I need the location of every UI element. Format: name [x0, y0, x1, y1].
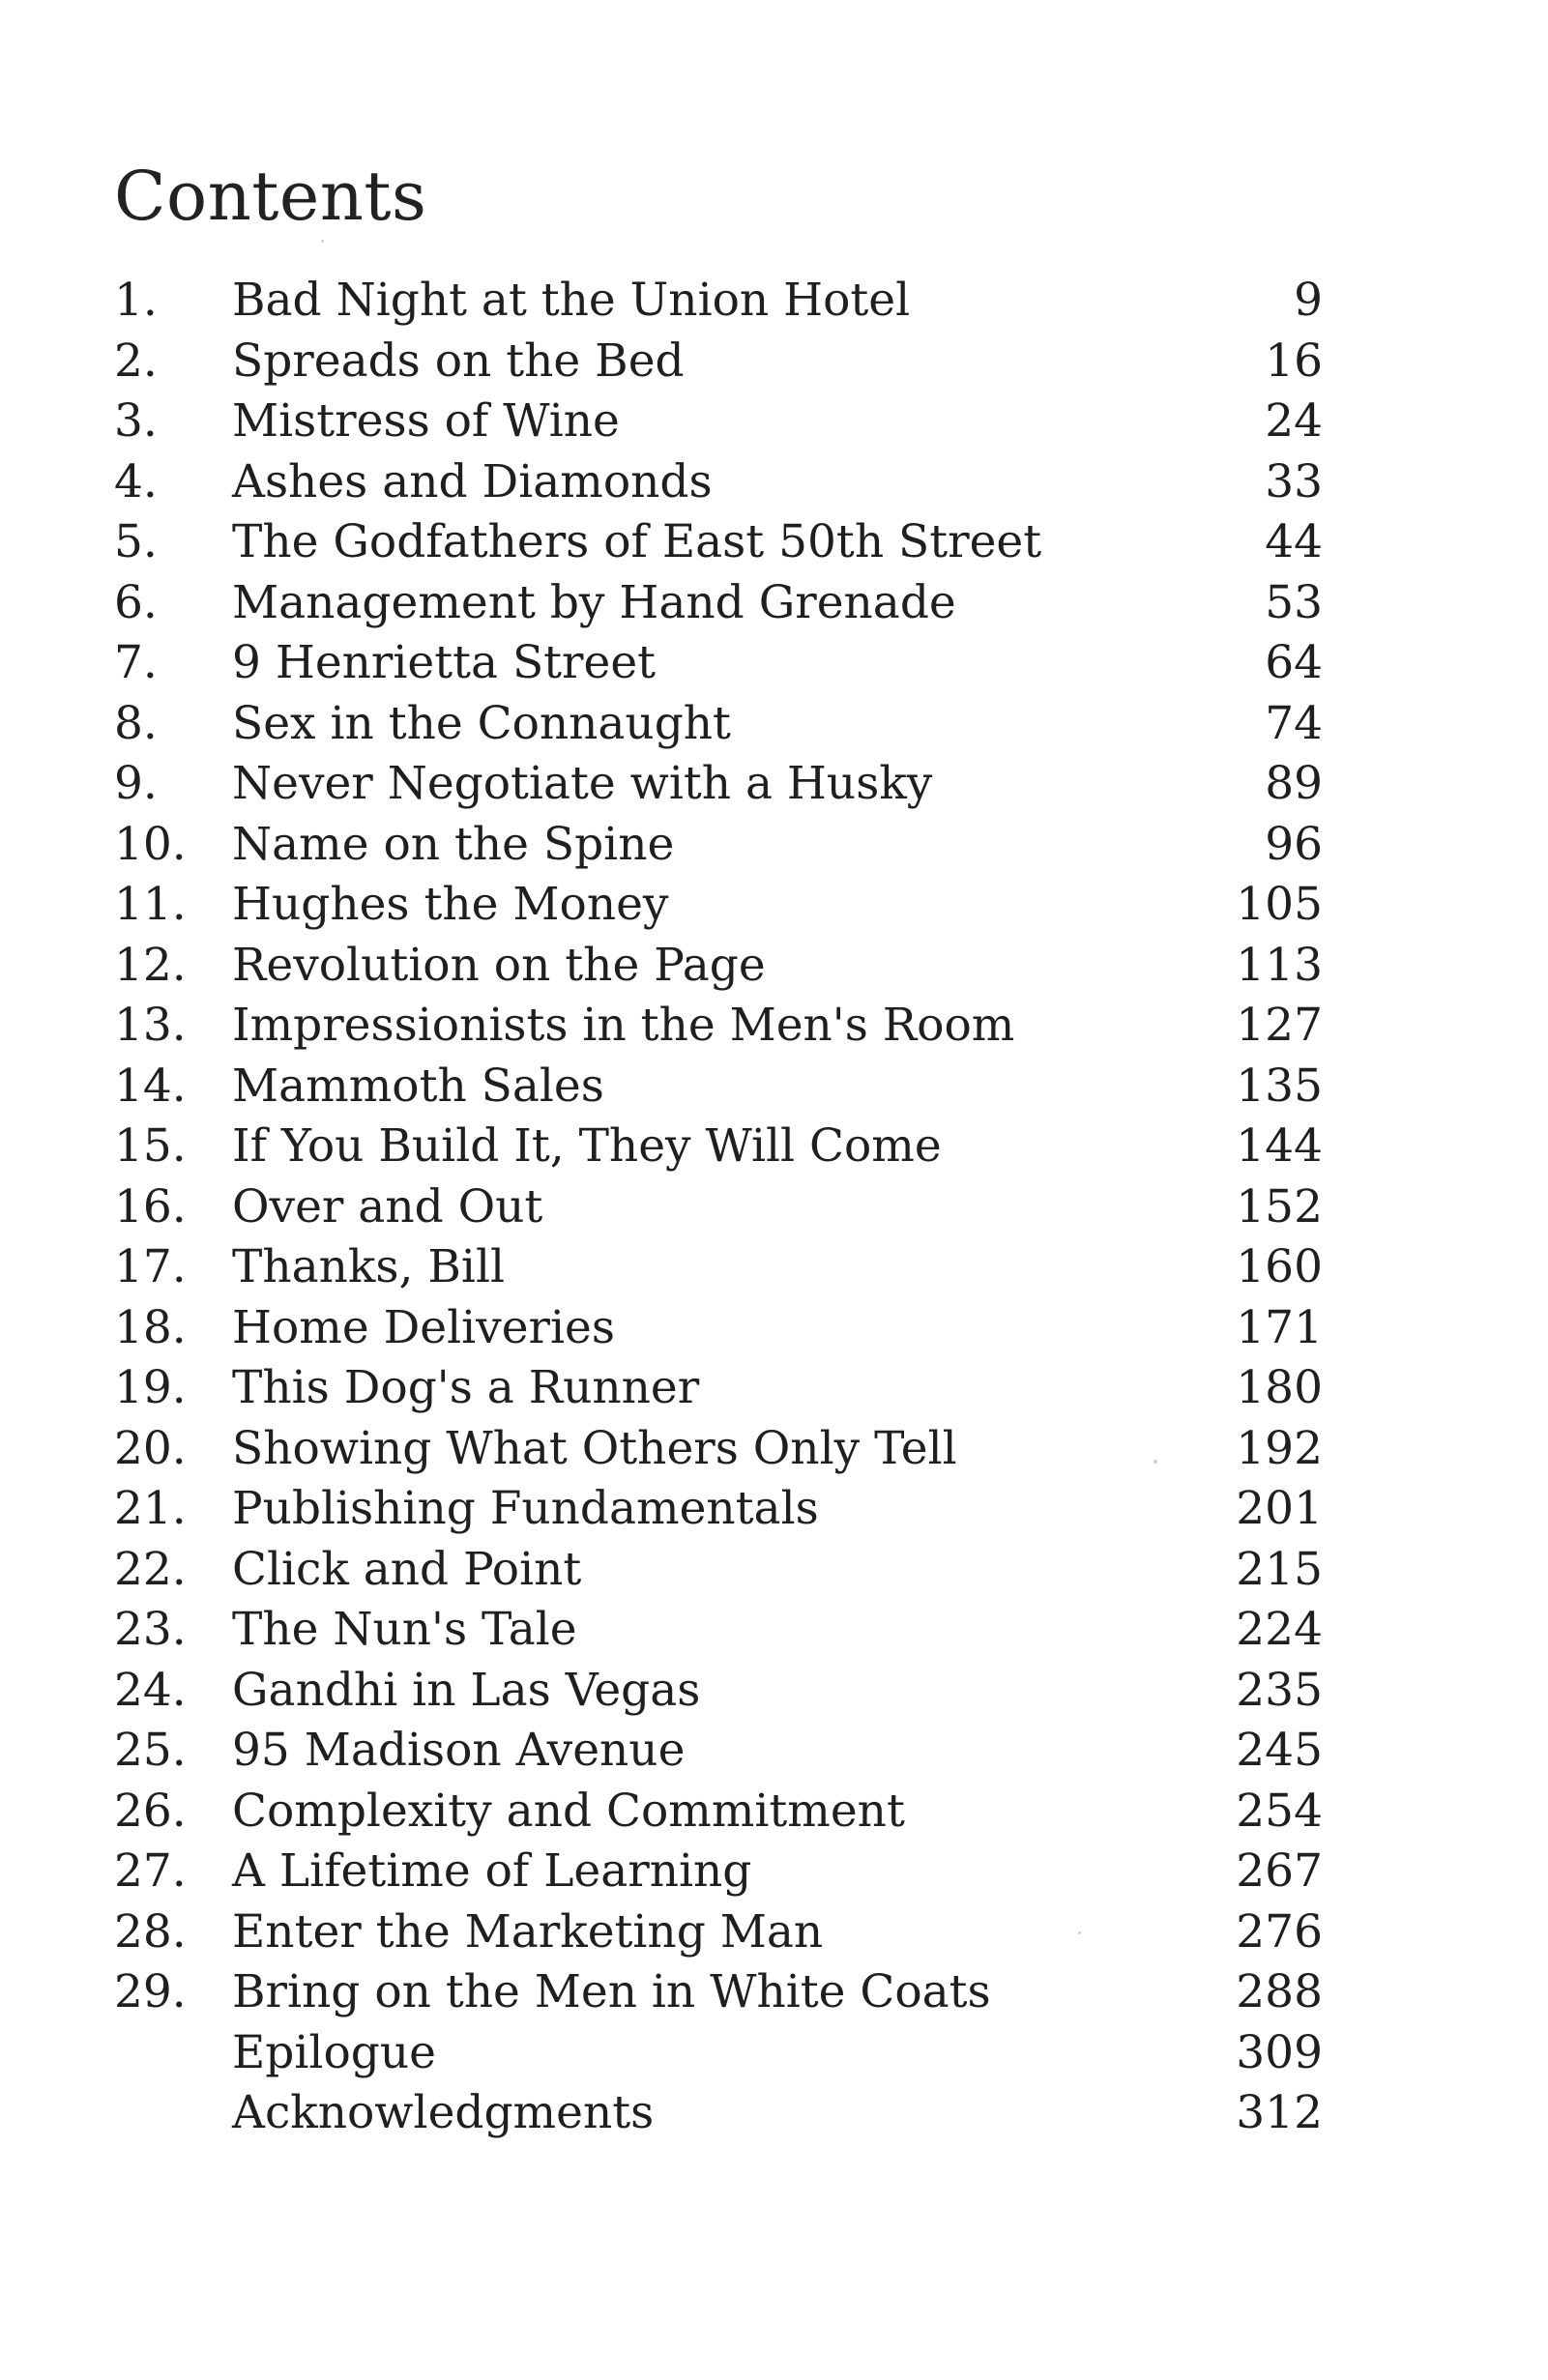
toc-entry-number: 11. — [114, 878, 187, 931]
toc-entry — [114, 1661, 1323, 1722]
toc-entry — [114, 633, 1323, 694]
toc-entry — [114, 1540, 1323, 1601]
toc-entry-number: 28. — [114, 1904, 187, 1959]
toc-entry — [114, 392, 1323, 452]
toc-entry-title: Spreads on the Bed — [232, 334, 685, 388]
toc-entry-page-number: 96 — [1265, 817, 1323, 871]
toc-entry-number: 21. — [114, 1482, 187, 1535]
toc-entry — [114, 1782, 1323, 1843]
scan-speck — [1154, 1460, 1157, 1464]
toc-entry-title: If You Build It, They Will Come — [232, 1119, 942, 1173]
toc-entry — [114, 452, 1323, 513]
toc-entry-title: Bad Night at the Union Hotel — [232, 274, 911, 327]
toc-entry-page-number: 64 — [1265, 636, 1323, 689]
toc-entry-number: 15. — [114, 1119, 187, 1173]
toc-entry-page-number: 152 — [1236, 1179, 1323, 1234]
toc-entry — [114, 875, 1323, 936]
toc-entry — [114, 1177, 1323, 1238]
toc-entry-page-number: 89 — [1265, 757, 1323, 810]
toc-entry-title: Impressionists in the Men's Room — [232, 999, 1015, 1052]
toc-entry-page-number: 9 — [1294, 274, 1323, 327]
toc-entry-title: Name on the Spine — [232, 817, 675, 871]
toc-entry-title: The Godfathers of East 50th Street — [232, 515, 1042, 568]
toc-entry-number: 24. — [114, 1663, 187, 1717]
toc-entry-page-number: 224 — [1236, 1603, 1323, 1656]
toc-entry — [114, 1358, 1323, 1419]
toc-entry — [114, 2083, 1323, 2144]
toc-entry-title: Management by Hand Grenade — [232, 575, 956, 629]
toc-entry-title: Home Deliveries — [232, 1300, 615, 1354]
toc-entry-page-number: 309 — [1236, 2025, 1323, 2079]
toc-entry-number: 9. — [114, 757, 158, 810]
toc-entry-number: 8. — [114, 696, 158, 750]
toc-entry — [114, 2023, 1323, 2084]
toc-entry-page-number: 288 — [1236, 1965, 1323, 2018]
toc-entry — [114, 694, 1323, 755]
toc-entry — [114, 1842, 1323, 1902]
toc-entry-page-number: 160 — [1236, 1240, 1323, 1293]
toc-entry-title: Acknowledgments — [232, 2086, 655, 2139]
toc-entry — [114, 815, 1323, 876]
toc-entry-page-number: 254 — [1236, 1784, 1323, 1838]
toc-entry-number: 10. — [114, 817, 187, 871]
toc-entry — [114, 996, 1323, 1057]
toc-entry-title: Hughes the Money — [232, 878, 669, 931]
toc-entry-number: 7. — [114, 636, 158, 689]
toc-entry-title: A Lifetime of Learning — [232, 1844, 752, 1898]
toc-entry-number: 18. — [114, 1300, 187, 1354]
toc-entry-title: Publishing Fundamentals — [232, 1482, 819, 1535]
toc-entry-page-number: 245 — [1236, 1724, 1323, 1777]
toc-entry-page-number: 24 — [1265, 394, 1323, 448]
toc-entry — [114, 936, 1323, 997]
toc-entry-title: 9 Henrietta Street — [232, 636, 657, 689]
toc-entry-number: 1. — [114, 274, 158, 327]
toc-entry-page-number: 312 — [1236, 2086, 1323, 2139]
toc-entry — [114, 1419, 1323, 1480]
toc-entry — [114, 332, 1323, 392]
toc-entry-title: Click and Point — [232, 1542, 582, 1596]
toc-entry — [114, 1721, 1323, 1782]
toc-entry-page-number: 192 — [1236, 1421, 1323, 1475]
toc-entry-title: Never Negotiate with a Husky — [232, 757, 933, 810]
toc-entry — [114, 573, 1323, 634]
toc-entry — [114, 1237, 1323, 1298]
toc-entry-number: 4. — [114, 454, 158, 508]
toc-entry-title: Showing What Others Only Tell — [232, 1421, 957, 1475]
toc-entry — [114, 1962, 1323, 2023]
toc-entry-number: 23. — [114, 1603, 187, 1656]
toc-entry-number: 29. — [114, 1965, 187, 2018]
toc-entry-page-number: 127 — [1236, 999, 1323, 1052]
toc-entry-page-number: 171 — [1236, 1300, 1323, 1354]
toc-entry-title: Enter the Marketing Man — [232, 1904, 824, 1959]
toc-entry-title: Complexity and Commitment — [232, 1784, 905, 1838]
toc-entry-page-number: 16 — [1265, 334, 1323, 388]
toc-entry-number: 6. — [114, 575, 158, 629]
toc-entry-title: Bring on the Men in White Coats — [232, 1965, 991, 2018]
toc-entry-title: Ashes and Diamonds — [232, 454, 713, 508]
toc-entry-number: 16. — [114, 1179, 187, 1234]
toc-entry-title: Mistress of Wine — [232, 394, 620, 448]
toc-entry-title: The Nun's Tale — [232, 1603, 577, 1656]
toc-entry-page-number: 135 — [1236, 1059, 1323, 1113]
toc-entry-number: 2. — [114, 334, 158, 388]
scan-speck — [1078, 1931, 1081, 1934]
toc-entry-number: 25. — [114, 1724, 187, 1777]
toc-entry-title: Epilogue — [232, 2025, 436, 2079]
toc-entry — [114, 754, 1323, 815]
toc-entry-title: 95 Madison Avenue — [232, 1724, 686, 1777]
toc-entry-number: 12. — [114, 938, 187, 992]
toc-entry-number: 3. — [114, 394, 158, 448]
table-of-contents — [114, 271, 1323, 2144]
toc-entry-page-number: 180 — [1236, 1361, 1323, 1414]
toc-entry-page-number: 267 — [1236, 1844, 1323, 1898]
toc-entry-page-number: 235 — [1236, 1663, 1323, 1717]
toc-entry-page-number: 33 — [1265, 454, 1323, 508]
toc-entry-number: 19. — [114, 1361, 187, 1414]
toc-entry-page-number: 113 — [1236, 938, 1323, 992]
toc-entry — [114, 1902, 1323, 1963]
toc-entry-number: 5. — [114, 515, 158, 568]
toc-entry-page-number: 44 — [1265, 515, 1323, 568]
toc-entry-number: 20. — [114, 1421, 187, 1475]
scan-speck — [321, 240, 324, 243]
toc-entry-number: 13. — [114, 999, 187, 1052]
toc-entry-title: Over and Out — [232, 1179, 543, 1234]
toc-entry-title: Mammoth Sales — [232, 1059, 604, 1113]
toc-entry-number: 14. — [114, 1059, 187, 1113]
toc-entry-number: 22. — [114, 1542, 187, 1596]
toc-entry-page-number: 53 — [1265, 575, 1323, 629]
toc-entry — [114, 271, 1323, 332]
toc-entry-page-number: 144 — [1236, 1119, 1323, 1173]
toc-entry — [114, 1600, 1323, 1661]
toc-entry-number: 17. — [114, 1240, 187, 1293]
toc-entry — [114, 1298, 1323, 1359]
toc-entry-title: Thanks, Bill — [232, 1240, 506, 1293]
toc-entry-title: Sex in the Connaught — [232, 696, 731, 750]
toc-entry — [114, 512, 1323, 573]
toc-entry-page-number: 74 — [1265, 696, 1323, 750]
toc-entry-number: 27. — [114, 1844, 187, 1898]
toc-entry-title: Revolution on the Page — [232, 938, 766, 992]
toc-entry — [114, 1479, 1323, 1540]
toc-entry-title: This Dog's a Runner — [232, 1361, 700, 1414]
page-title: Contents — [114, 157, 427, 236]
toc-entry — [114, 1057, 1323, 1117]
toc-entry-page-number: 215 — [1236, 1542, 1323, 1596]
toc-entry-number: 26. — [114, 1784, 187, 1838]
toc-entry-title: Gandhi in Las Vegas — [232, 1663, 701, 1717]
toc-entry-page-number: 105 — [1236, 878, 1323, 931]
toc-entry-page-number: 201 — [1236, 1482, 1323, 1535]
toc-entry — [114, 1117, 1323, 1177]
toc-entry-page-number: 276 — [1236, 1904, 1323, 1959]
